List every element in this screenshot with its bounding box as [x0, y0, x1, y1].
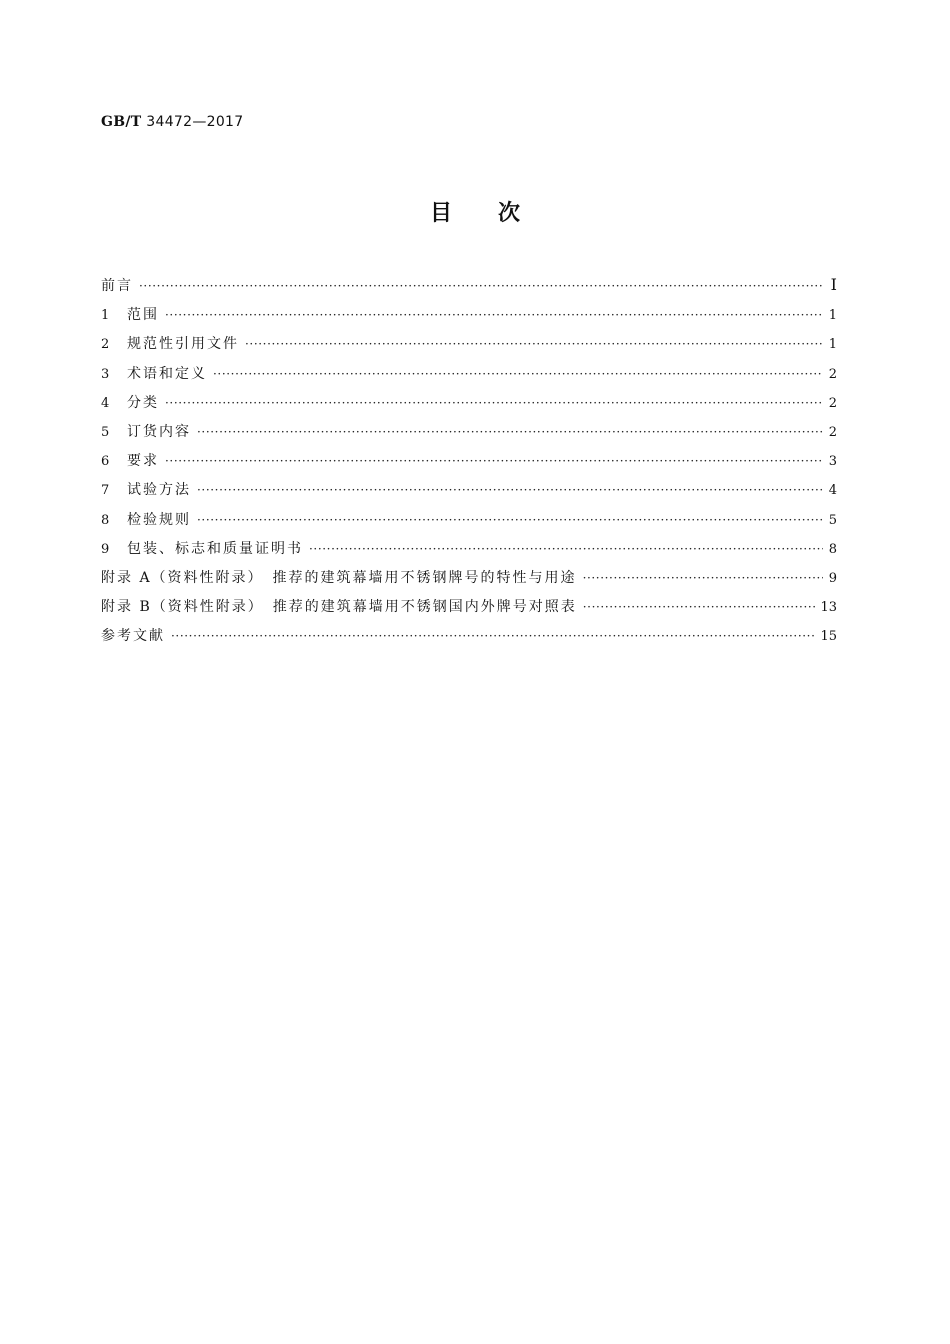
toc-entry-number: 5	[101, 424, 110, 440]
toc-entry-label: 附录 A（资料性附录） 推荐的建筑幕墙用不锈钢牌号的特性与用途	[101, 569, 577, 586]
toc-dot-leader	[197, 513, 823, 527]
standard-code	[101, 114, 243, 130]
standard-number: 34472—2017	[146, 114, 244, 130]
toc-dot-leader	[171, 629, 816, 643]
standard-prefix: GB/T	[101, 114, 142, 130]
toc-entry[interactable]	[101, 567, 837, 596]
toc-entry-label: 订货内容	[127, 423, 191, 440]
toc-entry-label: 规范性引用文件	[127, 336, 239, 353]
toc-entry[interactable]	[101, 450, 837, 479]
toc-entry-page: 8	[828, 541, 837, 557]
toc-entry-page: 9	[828, 570, 837, 586]
toc-entry[interactable]	[101, 625, 837, 654]
toc-entry-page: 4	[828, 483, 837, 499]
toc-dot-leader	[583, 600, 817, 614]
toc-entry-number: 3	[101, 366, 110, 382]
toc-entry-label: 参考文献	[101, 628, 165, 645]
toc-entry-number: 8	[101, 512, 110, 528]
toc-dot-leader	[583, 571, 823, 585]
toc-entry[interactable]	[101, 304, 837, 333]
toc-entry-number: 7	[101, 483, 110, 499]
toc-entry-page: 1	[828, 308, 837, 324]
toc-entry[interactable]	[101, 596, 837, 625]
toc-dot-leader	[197, 483, 823, 497]
toc-entry-number: 9	[101, 541, 110, 557]
toc-entry[interactable]	[101, 275, 837, 304]
toc-entry-label: 包装、标志和质量证明书	[127, 540, 303, 557]
toc-entry-page: 3	[828, 454, 837, 470]
toc-dot-leader	[165, 454, 823, 468]
toc-entry-page: 2	[828, 424, 837, 440]
toc-entry-label: 术语和定义	[127, 365, 207, 382]
toc-dot-leader	[197, 425, 823, 439]
toc-dot-leader	[165, 396, 823, 410]
toc-entry-label: 范围	[127, 307, 159, 324]
table-of-contents	[101, 275, 837, 654]
toc-entry-page: 13	[820, 600, 837, 616]
toc-entry[interactable]	[101, 392, 837, 421]
toc-dot-leader	[245, 337, 823, 351]
toc-entry-label: 附录 B（资料性附录） 推荐的建筑幕墙用不锈钢国内外牌号对照表	[101, 599, 577, 616]
toc-entry-page: 15	[820, 629, 837, 645]
toc-dot-leader	[165, 308, 823, 322]
toc-entry-number: 2	[101, 337, 110, 353]
toc-entry-number: 6	[101, 454, 110, 470]
page-title: 目次	[429, 201, 566, 226]
toc-entry-label: 分类	[127, 394, 159, 411]
toc-entry-label: 检验规则	[127, 511, 191, 528]
toc-entry-label: 前言	[101, 278, 133, 294]
toc-entry[interactable]	[101, 538, 837, 567]
toc-dot-leader	[139, 279, 823, 293]
toc-entry[interactable]	[101, 509, 837, 538]
toc-entry[interactable]	[101, 333, 837, 362]
toc-entry-page: 2	[828, 395, 837, 411]
toc-entry[interactable]	[101, 421, 837, 450]
toc-entry-page: 5	[828, 512, 837, 528]
toc-entry-page: 2	[828, 366, 837, 382]
toc-entry-page: Ⅰ	[830, 275, 837, 294]
toc-dot-leader	[309, 542, 823, 556]
toc-entry[interactable]	[101, 363, 837, 392]
toc-entry-page: 1	[828, 337, 837, 353]
toc-entry-label: 试验方法	[127, 482, 191, 499]
toc-entry-number: 4	[101, 395, 110, 411]
toc-entry[interactable]	[101, 479, 837, 508]
toc-dot-leader	[213, 367, 823, 381]
toc-entry-label: 要求	[127, 453, 159, 470]
toc-entry-number: 1	[101, 308, 110, 324]
